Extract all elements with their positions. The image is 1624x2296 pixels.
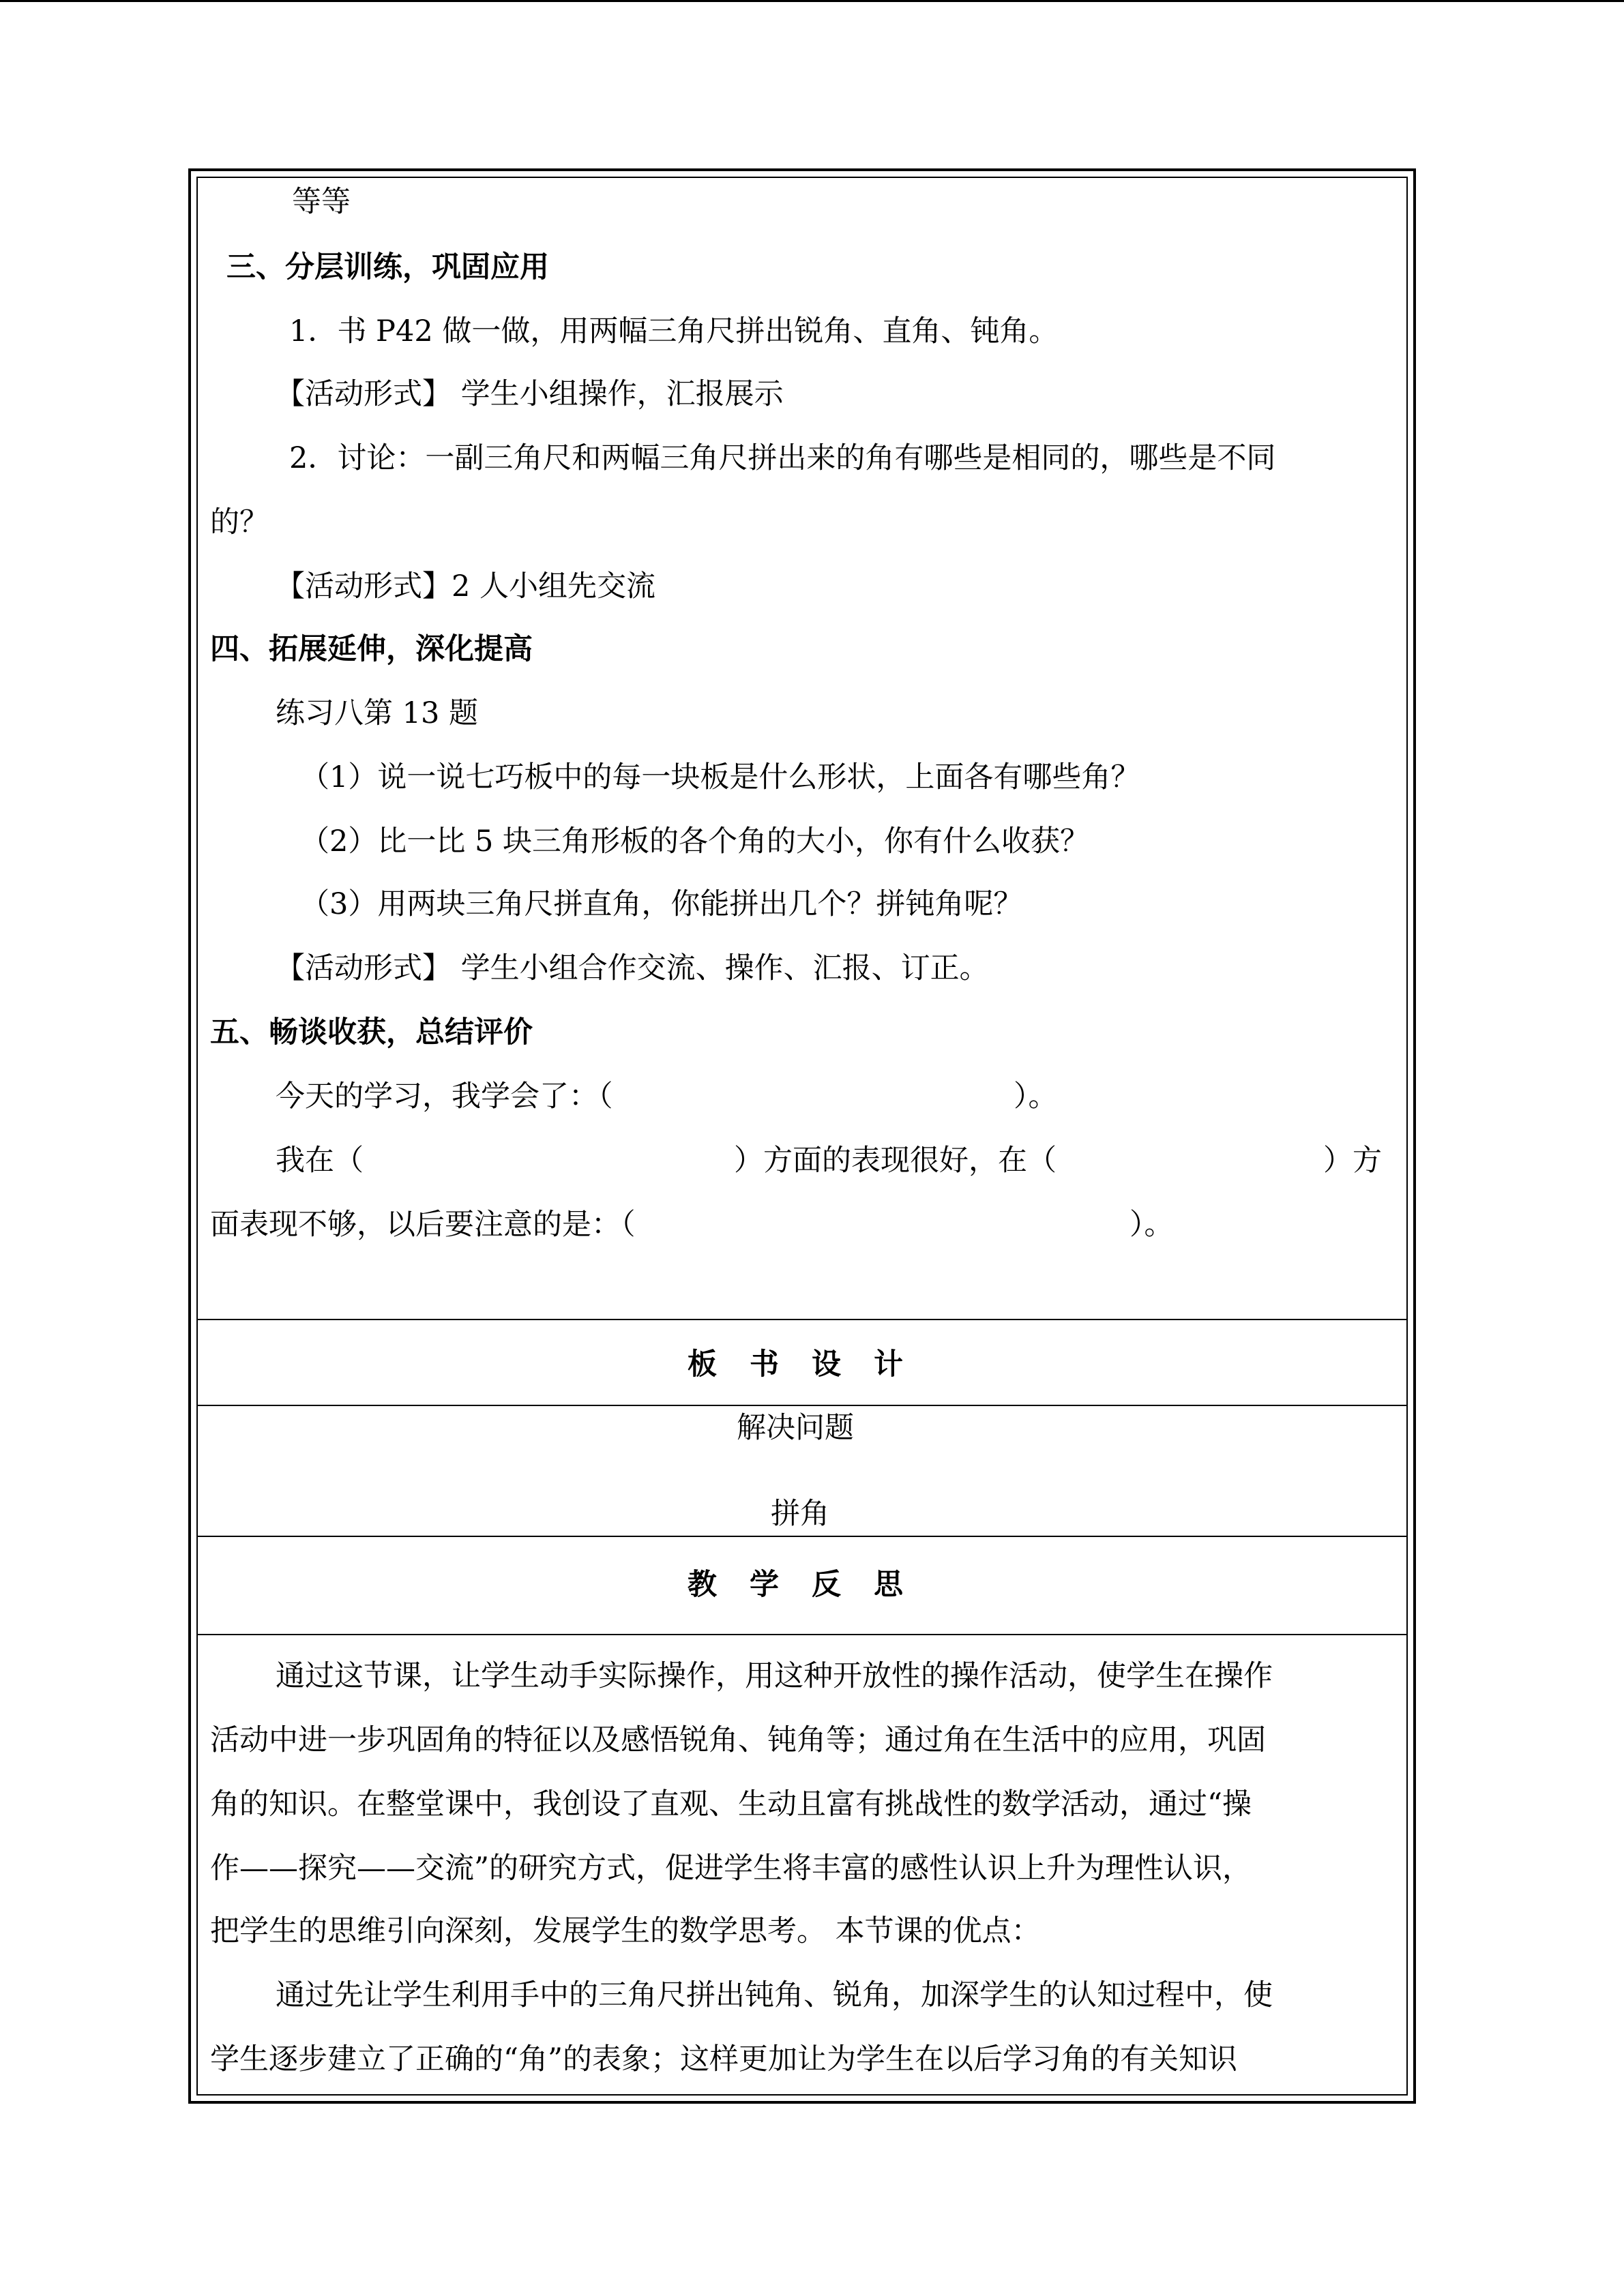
section4-q2: （2）比一比 5 块三角形板的各个角的大小，你有什么收获？	[300, 824, 1090, 859]
section4-exercise: 练习八第 13 题	[276, 696, 479, 730]
divider-reflection-top	[196, 1536, 1408, 1537]
reflection-line: 活动中进一步巩固角的特征以及感悟锐角、钝角等；通过角在生活中的应用，巩固	[210, 1723, 1266, 1757]
section4-heading: 四、拓展延伸，深化提高	[210, 632, 533, 666]
performance-line2-suffix: ）。	[1130, 1208, 1174, 1242]
etc-text: 等等	[292, 185, 351, 219]
section4-q3: （3）用两块三角尺拼直角，你能拼出几个？拼钝角呢？	[300, 887, 1023, 921]
reflection-line: 角的知识。在整堂课中，我创设了直观、生动且富有挑战性的数学活动，通过“操	[210, 1787, 1252, 1821]
section3-heading: 三、分层训练，巩固应用	[226, 250, 549, 284]
reflection-line: 作——探究——交流”的研究方式，促进学生将丰富的感性认识上升为理性认识，	[210, 1851, 1252, 1885]
reflection-title: 教学反思	[688, 1568, 936, 1602]
section3-item1: 1．书 P42 做一做，用两幅三角尺拼出锐角、直角、钝角。	[289, 314, 1059, 348]
performance-line2-prefix: 面表现不够，以后要注意的是：（	[210, 1208, 636, 1242]
performance-part1: 我在（	[276, 1144, 364, 1178]
reflection-line: 通过先让学生利用手中的三角尺拼出钝角、锐角，加深学生的认知过程中，使	[276, 1978, 1273, 2012]
page-top-border	[0, 0, 1624, 2]
learned-prefix: 今天的学习，我学会了：（	[276, 1079, 613, 1114]
section3-activity2: 【活动形式】2 人小组先交流	[276, 569, 656, 603]
reflection-line: 通过这节课，让学生动手实际操作，用这种开放性的操作活动，使学生在操作	[276, 1659, 1273, 1693]
performance-part3: ）方	[1323, 1144, 1382, 1178]
section3-item2-line2: 的？	[210, 505, 269, 539]
section3-item2-line1: 2．讨论：一副三角尺和两幅三角尺拼出来的角有哪些是相同的，哪些是不同	[289, 441, 1276, 475]
board-design-title: 板书设计	[688, 1347, 936, 1382]
performance-part2: ）方面的表现很好，在（	[734, 1144, 1057, 1178]
board-design-line2: 拼角	[771, 1497, 829, 1531]
section3-activity1: 【活动形式】 学生小组操作，汇报展示	[276, 377, 784, 411]
divider-reflection-title	[196, 1634, 1408, 1635]
section4-activity: 【活动形式】 学生小组合作交流、操作、汇报、订正。	[276, 951, 989, 985]
reflection-line: 把学生的思维引向深刻，发展学生的数学思考。 本节课的优点：	[210, 1914, 1041, 1948]
divider-board-top	[196, 1319, 1408, 1320]
learned-suffix: ）。	[1014, 1079, 1058, 1114]
board-design-line1: 解决问题	[737, 1411, 854, 1445]
divider-board-title	[196, 1405, 1408, 1406]
section5-heading: 五、畅谈收获，总结评价	[210, 1015, 533, 1049]
section4-q1: （1）说一说七巧板中的每一块板是什么形状，上面各有哪些角？	[300, 760, 1140, 794]
reflection-line: 学生逐步建立了正确的“角”的表象；这样更加让为学生在以后学习角的有关知识	[210, 2042, 1237, 2076]
